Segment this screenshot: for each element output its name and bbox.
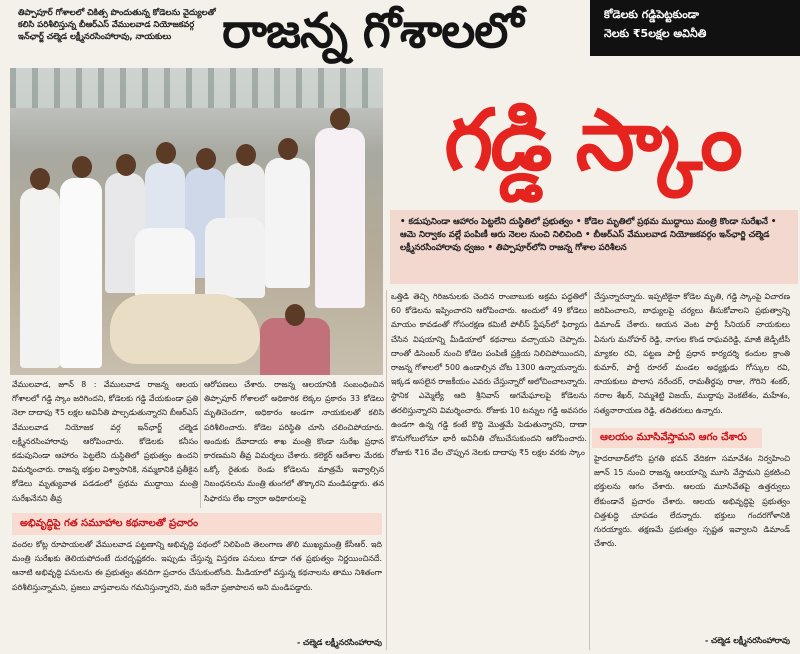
article-column-3: ఒత్తిడి తెచ్చి గిరిజనులకు చెందిన రాంబాబుకు అక్రమ పద్ధతిలో 60 కోడెలను ఇప్పించారని ఆరోపించారు. అందులో 49 కోడెలు మాయం కావడంతో గోసంరక్షణ కమిటీ పోలీస్ స్టేషన్‌లో ఫిర్యాదు చేసిన విషయాన్ని మీడియాలో కథనాలు వచ్చాయని చెప్పారు. దాంతో డిసెంబర్ నుంచి కోడెల పంపిణీ ప్రక్రియ నిలిచిపోయిందని, రాజన్న గోశాలలో 500 ఉండాల్సిన చోట 1300 ఉన్నాయన్నారు. ఇక్కడ అసలైన రాజకీయం ఎవరు చేస్తున్నారో ఆలోచించాలన్నారు. స్థానిక ఎమ్మెల్యే ఆది శ్రీనివాస్ ఆగమేఘాలపై కోడెలను తరలిస్తున్నారని విమర్శించారు. రోజుకు 10 టన్నుల గడ్డి అవసరం ఉండగా ఉన్న గడ్డి కంటే కొద్ది మొత్తమే పెడుతున్నారని, దాణా కొనుగోలులోనూ భారీ అవినీతి చోటుచేసుకుందని ఆరోపించారు. రోజుకు ₹16 వేల చొప్పున నెలకు దాదాపు ₹5 లక్షల వరకు స్కాం xyxy=(391,292,587,458)
photo-caption: తిప్పాపూర్ గోశాలలో చికిత్స పొందుతున్న కోడెలను వైద్యులతో కలిసి పరిశీలిస్తున్న బీఆర్ఎస్ వేములవాడ నియోజకవర్గ ఇన్‌ఛార్జ్ చల్మెడ లక్ష్మీనరసింహారావు, నాయకులు xyxy=(18,7,216,41)
article-column-4-lower: హైదరాబాద్‌లోని ప్రగతి భవన్ వేదికగా సమావేశం నిర్వహించి జూన్ 15 నుంచి రాజన్న ఆలయాన్ని మూసి వేస్తామని ప్రకటించి భక్తులను ఆగం చేశారు. ఆలయ మూసివేతపై ఉత్తర్వులు లేకుండానే ప్రచారం చేశారు. ఆలయ అభివృద్ధిపై ప్రభుత్వం చిత్తశుద్ధి చూపడం లేదన్నారు. భక్తులు గందరగోళానికి గురయ్యారు. తక్షణమే ప్రభుత్వం స్పష్టత ఇవ్వాలని డిమాండ్ చేశారు. xyxy=(594,454,790,549)
person-figure xyxy=(60,178,102,368)
byline-signature: - చల్మెడ లక్ష్మీనరసింహారావు xyxy=(296,638,382,647)
article-bottom-text: వందల కోట్ల రూపాయలతో వేములవాడ పట్టణాన్ని అభివృద్ధి పథంలో నిలిపింది తెలంగాణ తొలి ముఖ్యమంత్రి కేసీఆర్. ఇది మంత్రి సురేఖకు తెలియపోదంటే దురదృష్టకరం. ఇప్పుడు చేస్తున్న విస్తరణ పనులు కూడా గత ప్రభుత్వం నిర్ణయించినదే. ఆనాటి అభివృద్ధి పనులను ఈ ప్రభుత్వం తనదిగా ప్రచారం చేసుకుంటోంది. మీడియాలో వస్తున్న కథనాలను తాము నిశితంగా పరిశీలిస్తున్నామని, ప్రజలు వాస్తవాలను గమనిస్తున్నారని, మరి ఇదేనా ప్రజాపాలన అని మండిపడ్డారు. xyxy=(12,540,382,592)
subheading-temple-closure: ఆలయం మూసివేస్తామని ఆగం చేశారు xyxy=(592,428,762,448)
column-divider xyxy=(200,380,201,508)
person-figure xyxy=(135,228,195,298)
key-points-box: • కడుపునిండా ఆహారం పెట్టలేని దుస్థితిలో ప్రభుత్వం • కోడెల మృతిలో ప్రథమ ముద్దాయి మంత్రి కొండా సురేఖనే • ఆమె నిర్వాకం వల్లే పంపిణీ ఆరు నెలల నుంచి నిలిచింది • బీఆర్ఎస్ వేములవాడ నియోజకవర్గం ఇన్‌ఛార్జి చల్మెడ లక్ష్మీనరసింహారావు ధ్వజం • తిప్పాపూర్‌లోని రాజన్న గోశాల పరిశీలన xyxy=(390,210,798,284)
person-head xyxy=(278,138,298,160)
person-head xyxy=(285,304,305,326)
byline-signature: - చల్మెడ లక్ష్మీనరసింహారావు xyxy=(704,636,790,645)
cow-figure xyxy=(110,294,260,364)
deck-line-1: కోడెలకు గడ్డిపెట్టకుండా xyxy=(604,8,700,21)
subheading-development: అభివృద్ధిపై గత సమూహాల కథనాలతో ప్రచారం xyxy=(12,513,382,535)
person-head xyxy=(156,142,176,164)
deck-banner xyxy=(590,0,800,56)
person-head xyxy=(30,168,50,190)
deck-line-2: నెలకు ₹5లక్షల అవినీతి xyxy=(604,27,707,40)
person-head xyxy=(72,156,92,178)
column-divider xyxy=(589,290,590,650)
person-figure xyxy=(260,318,330,375)
column-divider xyxy=(386,290,387,650)
article-column-2: ఆరోపణలు చేశారు. రాజన్న ఆలయానికి సంబంధించిన తిప్పాపూర్ గోశాలలో అధికారిక లెక్కల ప్రకారం 33 కోడెలు మృతిచెందగా, అధికారం అండగా నాయకులతో కలిసి పరిశీలించారు. కోడెల పరిస్థితి చూసి చలించిపోయారు. అందుకు దేవాదాయ శాఖ మంత్రి కొండా సురేఖ ప్రధాన కారణమని తీవ్ర విమర్శలు చేశారు. కలెక్టర్ ఆదేశాల మేరకు ఒక్కో రైతుకు రెండు కోడెలను మాత్రమే ఇవ్వాల్సిన నిబంధనలను మంత్రి తుంగలో తొక్కారని మండిపడ్డారు. తన సిఫారసు లేఖ ద్వారా అధికారులపై xyxy=(204,380,384,503)
shed-roof xyxy=(10,68,383,108)
headline-main: గడ్డి స్కాం xyxy=(444,91,740,189)
article-column-1: వేములవాడ, జూన్ 8 : వేములవాడ రాజన్న ఆలయ గోశాలలో గడ్డి స్కాం జరిగిందని, కోడెలకు గడ్డి వేయకుండా ప్రతి నెలా దాదాపు ₹5 లక్షల అవినీతి పాల్పడుతున్నారని బీఆర్ఎస్ వేములవాడ నియోజక వర్గ ఇన్‌ఛార్జ్ చల్మెడ లక్ష్మీనరసింహారావు ఆరోపించారు. కోడెలకు కనీసం కడుపునిండా ఆహారం పెట్టలేని దుస్థితిలో ప్రభుత్వం ఉందని విమర్శించారు. రాజన్న భక్తుల విశ్వాసానికి, నమ్మకానికి ప్రతీకైన కోడెలు మృత్యువాత పడడంలో ప్రథమ ముద్దాయి మంత్రి సురేఖనేనని తీవ్ర xyxy=(12,380,198,503)
person-head xyxy=(196,148,216,170)
person-figure xyxy=(315,128,365,308)
person-head xyxy=(236,144,256,166)
article-column-4: చేస్తున్నారన్నారు. ఇప్పటికైనా కోడెల మృతి, గడ్డి స్కాంపై విచారణ జరిపించాలని, బాధ్యులపై చర్యలు తీసుకోవాలని ప్రభుత్వాన్ని డిమాండ్ చేశారు. ఆయన వెంట పార్టీ సీనియర్ నాయకులు ఏనుగు మనోహర్ రెడ్డి, నాగుల కొండ రాఘవరెడ్డి, మాజీ జెడ్పీటీసీ మ్యాకల రవి, పట్టణ పార్టీ ప్రధాన కార్యదర్శి కందుల క్రాంతి కుమార్, పార్టీ రూరల్ మండల అధ్యక్షుడు గోస్కుల రవి, నాయకులు పొలాస నరేందర్, రామతీర్థపు రాజు, గౌరిని శంకర్, నరాల శేఖర్, నిమ్మశెట్టి విజయ్, ముద్దాపు వెంకటేశం, మహేశం, సత్యనారాయణ రెడ్డి, తదితరులు ఉన్నారు. xyxy=(594,292,790,415)
person-figure xyxy=(205,218,265,298)
person-figure xyxy=(265,158,310,288)
person-head xyxy=(330,108,350,130)
headline-top: రాజన్న గోశాలలో xyxy=(222,3,523,59)
news-photo xyxy=(10,68,383,375)
person-figure xyxy=(20,188,60,368)
person-head xyxy=(116,154,136,176)
